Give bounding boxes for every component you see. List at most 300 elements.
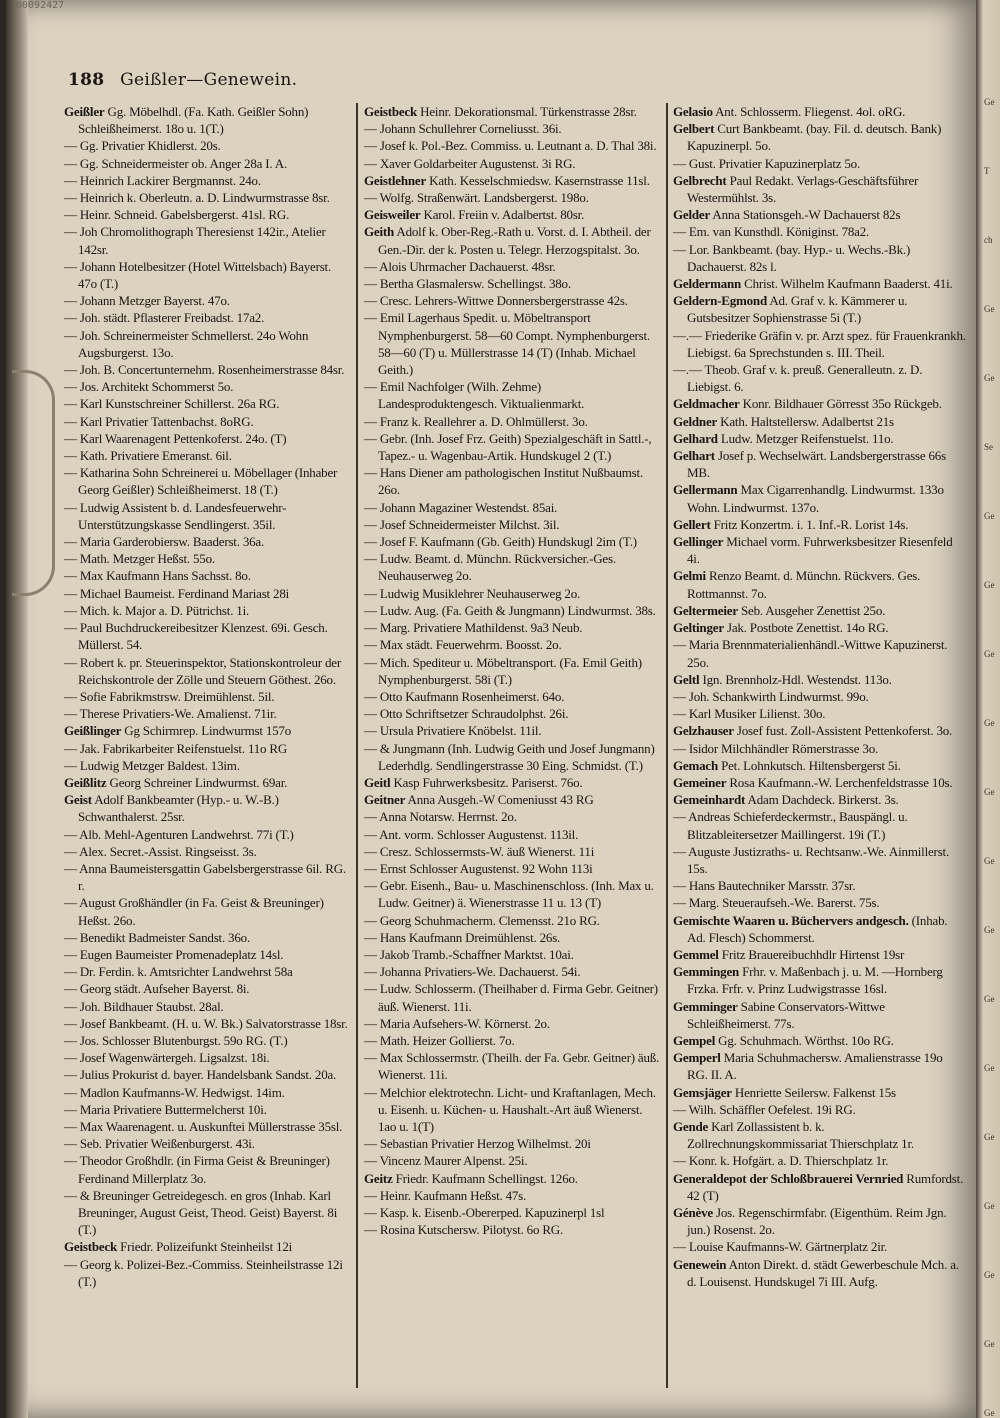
entry-details: Ign. Brennholz-Hdl. Westendst. 113o. (699, 671, 892, 687)
entry-details: — Marg. Privatiere Mathildenst. 9a3 Neub. (364, 620, 583, 636)
directory-entry (364, 550, 662, 584)
directory-entry (364, 774, 662, 791)
directory-entry (364, 1135, 662, 1152)
edge-fragment: Ge (984, 1063, 995, 1073)
directory-entry (673, 1032, 966, 1049)
directory-entry (364, 292, 662, 309)
directory-entry (364, 808, 662, 825)
entry-details: — Maria Aufsehers-W. Körnerst. 2o. (364, 1015, 550, 1031)
entry-details: Rumfordst. 42 (T) (687, 1170, 964, 1203)
entry-details: — Joh. städt. Pflasterer Freibadst. 17a2. (64, 310, 265, 326)
edge-fragment: ch (984, 235, 993, 245)
directory-entry (364, 499, 662, 516)
directory-entry (64, 1015, 352, 1032)
entry-surname: Gemmel (673, 946, 719, 962)
directory-entry (673, 1238, 966, 1255)
directory-entry (673, 1152, 966, 1169)
edge-fragment: Ge (984, 97, 995, 107)
entry-surname: Gende (673, 1118, 709, 1134)
edge-fragment: Ge (984, 925, 995, 935)
directory-entry (364, 1204, 662, 1221)
entry-surname: Gelmi (673, 568, 706, 584)
entry-details: —.— Friederike Gräfin v. pr. Arzt spez. für Frauenkrankh. Liebigst. 6a Sprechstunden s. III. Theil. (673, 327, 966, 360)
entry-details: Ad. Graf v. k. Kämmerer u. Gutsbesitzer Sophienstrasse 5i (T.) (687, 293, 908, 326)
directory-entry (64, 619, 352, 653)
entry-details: — Georg k. Polizei-Bez.-Commiss. Steinheilstrasse 12i (T.) (64, 1256, 343, 1289)
directory-entry (364, 258, 662, 275)
entry-details: — Jos. Schlosser Blutenburgst. 59o RG. (T.) (64, 1032, 288, 1048)
entry-details: Fritz Konzertm. i. 1. Inf.-R. Lorist 14s. (710, 516, 909, 532)
directory-entry (673, 602, 966, 619)
entry-details: — Rosina Kutschersw. Pilotyst. 6o RG. (364, 1222, 564, 1238)
directory-entry (673, 843, 966, 877)
entry-surname: Geistlehner (364, 172, 427, 188)
directory-page (6, 0, 976, 1418)
directory-entry (673, 223, 966, 240)
entry-details: — Isidor Milchhändler Römerstrasse 3o. (673, 740, 879, 756)
entry-details: —.— Theob. Graf v. k. preuß. Generalleutn. z. D. Liebigst. 6. (673, 362, 923, 395)
directory-entry (364, 137, 662, 154)
column-2 (364, 103, 662, 1403)
directory-entry (673, 998, 966, 1032)
directory-entry (364, 980, 662, 1014)
entry-details: — Alois Uhrmacher Dachauerst. 48sr. (364, 258, 556, 274)
entry-details: — Gebr. (Inh. Josef Frz. Geith) Spezialgeschäft in Sattl.-, Tapez.- u. Wagenbau-Artik. Hundskugel 2 (T.) (364, 430, 652, 464)
entry-details: Max Cigarrenhandlg. Lindwurmst. 133o Wohn. Lindwurmst. 137o. (687, 482, 944, 515)
entry-details: — Hans Diener am pathologischen Institut Nußbaumst. 26o. (364, 465, 643, 498)
directory-entry (673, 327, 966, 361)
entry-surname: Gelhard (673, 430, 718, 446)
entry-details: — Karl Musiker Lilienst. 30o. (673, 706, 826, 722)
entry-details: Kasp Fuhrwerksbesitz. Pariserst. 76o. (390, 774, 583, 790)
entry-surname: Geitner (364, 792, 406, 808)
entry-surname: Gemeinhardt (673, 792, 746, 808)
entry-surname: Gelbrecht (673, 172, 727, 188)
directory-entry (673, 275, 966, 292)
directory-entry (673, 533, 966, 567)
page-number: 188 (68, 70, 105, 90)
entry-details: Kath. Kesselschmiedsw. Kasernstrasse 11sl. (426, 172, 650, 188)
directory-entry (673, 1204, 966, 1238)
directory-entry (673, 206, 966, 223)
directory-entry (64, 894, 352, 928)
entry-details: — Gebr. Eisenh., Bau- u. Maschinenschloss. (Inh. Max u. Ludw. Geitner) ä. Wienerstrasse 11 u. 13 (T) (364, 878, 654, 911)
directory-entry (64, 722, 352, 739)
entry-details: — Robert k. pr. Steuerinspektor, Stationskontroleur der Reichskontrole der Zölle und Steuern Göthest. 26o. (64, 654, 341, 687)
directory-entry (64, 447, 352, 464)
directory-entry (64, 550, 352, 567)
column-rule (666, 103, 668, 1388)
next-page-edge (976, 0, 1000, 1418)
entry-details: — Joh. Bildhauer Staubst. 28al. (64, 998, 224, 1014)
entry-details: — Emil Nachfolger (Wilh. Zehme) Landesproduktengesch. Viktualienmarkt. (364, 379, 585, 412)
entry-details: — Alex. Secret.-Assist. Ringseisst. 3s. (64, 843, 257, 859)
directory-entry (364, 791, 662, 808)
directory-entry (64, 378, 352, 395)
directory-entry (364, 1015, 662, 1032)
directory-entry (673, 791, 966, 808)
entry-details: — Wolfg. Straßenwärt. Landsbergerst. 198o. (364, 190, 589, 206)
entry-surname: Gellinger (673, 534, 724, 550)
entry-details: — Johann Magaziner Westendst. 85ai. (364, 499, 558, 515)
entry-details: — Ludwig Metzger Baldest. 13im. (64, 757, 240, 773)
entry-surname: Geitz (364, 1170, 393, 1186)
entry-surname: Gemach (673, 757, 719, 773)
entry-details: — Xaver Goldarbeiter Augustenst. 3i RG. (364, 155, 576, 171)
directory-entry (673, 103, 966, 120)
directory-entry (673, 808, 966, 842)
entry-details: — Joh. Schankwirth Lindwurmst. 99o. (673, 688, 869, 704)
entry-details: — Anna Notarsw. Herrnst. 2o. (364, 809, 517, 825)
directory-entry (64, 1152, 352, 1186)
directory-entry (364, 877, 662, 911)
edge-fragment: Ge (984, 511, 995, 521)
entry-details: — Max städt. Feuerwehrm. Boosst. 2o. (364, 637, 562, 653)
directory-entry (364, 172, 662, 189)
directory-entry (673, 636, 966, 670)
entry-details: — Heinr. Schneid. Gabelsbergerst. 41sl. RG. (64, 207, 290, 223)
edge-fragment: Ge (984, 580, 995, 590)
entry-details: Jak. Postbote Zenettist. 14o RG. (723, 620, 889, 636)
entry-details: — Bertha Glasmalersw. Schellingst. 38o. (364, 276, 571, 292)
entry-surname: Geisweiler (364, 207, 421, 223)
directory-entry (364, 654, 662, 688)
entry-details: Michael vorm. Fuhrwerksbesitzer Riesenfeld 4i. (687, 534, 953, 567)
edge-fragment: Ge (984, 787, 995, 797)
directory-entry (364, 585, 662, 602)
entry-details: — Seb. Privatier Weißenburgerst. 43i. (64, 1136, 255, 1152)
entry-surname: Geltl (673, 671, 700, 687)
directory-entry (64, 654, 352, 688)
entry-surname: Gelasio (673, 104, 713, 119)
entry-details: — Gg. Privatier Khidlerst. 20s. (64, 138, 221, 154)
entry-details: — Ludwig Assistent b. d. Landesfeuerwehr-Unterstützungskasse Sendlingerst. 35il. (64, 499, 287, 532)
edge-fragment: Ge (984, 1408, 995, 1418)
directory-entry (364, 1170, 662, 1187)
directory-entry (673, 740, 966, 757)
directory-entry (364, 189, 662, 206)
entry-details: — Auguste Justizraths- u. Rechtsanw.-We. Ainmillerst. 15s. (673, 843, 949, 876)
entry-details: Christ. Wilhelm Kaufmann Baaderst. 41i. (741, 276, 953, 292)
directory-entry (364, 155, 662, 172)
entry-surname: Gelder (673, 207, 711, 223)
entry-details: — Jak. Fabrikarbeiter Reifenstuelst. 11o RG (64, 740, 288, 756)
entry-surname: Generaldepot der Schloßbrauerei Vernried (673, 1170, 904, 1186)
entry-details: — Max Kaufmann Hans Sachsst. 8o. (64, 568, 251, 584)
entry-details: — & Breuninger Getreidegesch. en gros (Inhab. Karl Breuninger, August Geist, Theod. Geist) Bayerst. 8i (T.) (64, 1187, 338, 1238)
entry-details: — Josef F. Kaufmann (Gb. Geith) Hundskugl 2im (T.) (364, 534, 637, 550)
directory-entry (364, 1187, 662, 1204)
entry-details: — Jakob Tramb.-Schaffner Marktst. 10ai. (364, 946, 574, 962)
entry-details: Pet. Lohnkutsch. Hiltensbergerst 5i. (718, 757, 901, 773)
entry-details: — Hans Bautechniker Marsstr. 37sr. (673, 878, 856, 894)
entry-details: — Wilh. Schäffler Oefelest. 19i RG. (673, 1101, 856, 1117)
directory-entry (64, 413, 352, 430)
entry-details: Maria Schuhmachersw. Amalienstrasse 19o RG. II. A. (687, 1050, 943, 1083)
directory-entry (364, 636, 662, 653)
entry-details: — Georg städt. Aufseher Bayerst. 8i. (64, 981, 250, 997)
entry-details: — Ludw. Aug. (Fa. Geith & Jungmann) Lindwurmst. 38s. (364, 602, 656, 618)
entry-surname: Genewein (673, 1256, 727, 1272)
entry-surname: Geist (64, 792, 92, 808)
directory-entry (364, 1084, 662, 1136)
entry-details: Josef p. Wechselwärt. Landsbergerstrasse 66s MB. (687, 448, 946, 481)
entry-details: — Josef Schneidermeister Milchst. 3il. (364, 516, 560, 532)
entry-details: — Josef Bankbeamt. (H. u. W. Bk.) Salvatorstrasse 18sr. (64, 1015, 348, 1031)
directory-entry (364, 309, 662, 378)
entry-details: Paul Redakt. Verlags-Geschäftsführer Westermühlst. 3s. (687, 172, 919, 206)
entry-surname: Gelzhauser (673, 723, 734, 739)
entry-surname: Geißler (64, 104, 105, 119)
entry-surname: Geith (364, 224, 395, 240)
directory-entry (64, 395, 352, 412)
directory-entry (64, 963, 352, 980)
directory-entry (64, 1256, 352, 1290)
directory-entry (64, 1049, 352, 1066)
entry-details: — Melchior elektrotechn. Licht- und Kraftanlagen, Mech. u. Eisenh. u. Küchen- u. Haushalt.-Art äuß Wienerst. 1ao u. 1(T) (364, 1084, 656, 1134)
entry-surname: Gelbert (673, 121, 715, 137)
entry-details: — Cresz. Schlossermsts-W. äuß Wienerst. 11i (364, 843, 595, 859)
entry-details: — Paul Buchdruckereibesitzer Klenzest. 69i. Gesch. Müllerst. 54. (64, 620, 328, 653)
edge-fragment: Ge (984, 1339, 995, 1349)
entry-details: — Josef k. Pol.-Bez. Commiss. u. Leutnant a. D. Thal 38i. (364, 138, 657, 154)
entry-details: Adolf Bankbeamter (Hyp.- u. W.-B.) Schwanthalerst. 25sr. (78, 792, 279, 825)
entry-details: Ant. Schlosserm. Fliegenst. 4ol. oRG. (712, 104, 906, 119)
entry-details: — Maria Brennmaterialienhändl.-Wittwe Kapuzinerst. 25o. (673, 637, 948, 670)
entry-details: Jos. Regenschirmfabr. (Eigenthüm. Reim Jgn. jun.) Rosenst. 2o. (687, 1205, 947, 1238)
directory-entry (673, 894, 966, 911)
entry-details: Friedr. Polizeifunkt Steinheilst 12i (117, 1239, 293, 1255)
entry-details: Adolf k. Ober-Reg.-Rath u. Vorst. d. I. Abtheil. der Gen.-Dir. der k. Posten u. Telegr. Herzogspitalst. 3o. (378, 224, 651, 257)
edge-fragment: Ge (984, 856, 995, 866)
entry-surname: Geldermann (673, 276, 742, 292)
directory-entry (673, 946, 966, 963)
entry-surname: Geldmacher (673, 396, 740, 412)
entry-details: — Cresc. Lehrers-Wittwe Donnersbergerstrasse 42s. (364, 293, 628, 309)
directory-entry (673, 395, 966, 412)
entry-details: — Hans Kaufmann Dreimühlenst. 26s. (364, 929, 561, 945)
directory-entry (364, 946, 662, 963)
edge-fragment: Ge (984, 649, 995, 659)
directory-entry (64, 309, 352, 326)
directory-entry (64, 1118, 352, 1135)
entry-details: — Joh Chromolithograph Theresienst 142ir., Atelier 142sr. (64, 224, 326, 257)
directory-entry (64, 740, 352, 757)
entry-details: — Kath. Privatiere Emeranst. 6il. (64, 448, 232, 464)
directory-entry (673, 155, 966, 172)
directory-entry (364, 688, 662, 705)
directory-entry (364, 740, 662, 774)
entry-details: — Lor. Bankbeamt. (bay. Hyp.- u. Wechs.-Bk.) Dachauerst. 82s l. (673, 241, 911, 274)
directory-entry (364, 826, 662, 843)
entry-details: — Therese Privatiers-We. Amalienst. 71ir. (64, 706, 277, 722)
directory-entry (673, 172, 966, 206)
entry-details: — Sebastian Privatier Herzog Wilhelmst. 20i (364, 1136, 591, 1152)
directory-entry (64, 791, 352, 825)
directory-entry (673, 1049, 966, 1083)
directory-entry (364, 1032, 662, 1049)
directory-entry (64, 1238, 352, 1255)
entry-details: Anna Stationsgeh.-W Dachauerst 82s (710, 207, 901, 223)
entry-surname: Gempel (673, 1032, 716, 1048)
directory-entry (364, 1049, 662, 1083)
entry-details: Curt Bankbeamt. (bay. Fil. d. deutsch. Bank) Kapuzinerpl. 5o. (687, 121, 942, 154)
entry-details: Renzo Beamt. d. Münchn. Rückvers. Ges. Rottmannst. 7o. (687, 568, 921, 601)
directory-entry (64, 843, 352, 860)
entry-surname: Geldner (673, 413, 718, 429)
directory-entry (673, 774, 966, 791)
directory-entry (364, 1152, 662, 1169)
entry-details: — Karl Privatier Tattenbachst. 8oRG. (64, 413, 254, 429)
entry-details: Sabine Conservators-Wittwe Schleißheimerst. 77s. (687, 998, 885, 1031)
entry-surname: Geltermeier (673, 602, 738, 618)
entry-details: — Karl Kunstschreiner Schillerst. 26a RG. (64, 396, 280, 412)
entry-details: — Emil Lagerhaus Spedit. u. Möbeltransport Nymphenburgerst. 58—60 Compt. Nymphenburgerst. 58—60 (T) u. Müllerstrasse 14 (T) (Inhab. Michael Geith.) (364, 310, 650, 378)
directory-entry (364, 464, 662, 498)
directory-entry (364, 275, 662, 292)
entry-details: — Johann Schullehrer Corneliusst. 36i. (364, 121, 562, 137)
directory-entry (64, 361, 352, 378)
column-1 (64, 103, 352, 1403)
directory-entry (673, 430, 966, 447)
entry-surname: Gemperl (673, 1050, 721, 1066)
directory-entry (64, 258, 352, 292)
entry-details: — Sofie Fabrikmstrsw. Dreimühlenst. 5il. (64, 688, 275, 704)
directory-entry (64, 327, 352, 361)
entry-details: — Theodor Großhdlr. (in Firma Geist & Breuninger) Ferdinand Millerplatz 3o. (64, 1153, 330, 1186)
directory-entry (64, 189, 352, 206)
entry-details: — Anna Baumeistersgattin Gabelsbergerstrasse 6il. RG. r. (64, 860, 346, 894)
directory-entry (673, 241, 966, 275)
entry-details: — Ludw. Beamt. d. Münchn. Rückversicher.-Ges. Neuhauserweg 2o. (364, 551, 616, 584)
directory-entry (364, 413, 662, 430)
directory-entry (364, 378, 662, 412)
directory-entry (364, 860, 662, 877)
book-spine-shadow (6, 0, 28, 1418)
entry-details: — Mich. Spediteur u. Möbeltransport. (Fa. Emil Geith) Nymphenburgerst. 58i (T.) (364, 654, 642, 687)
entry-surname: Geitl (364, 774, 391, 790)
directory-entry (64, 172, 352, 189)
entry-details: — Karl Waarenagent Pettenkoferst. 24o. (T) (64, 430, 287, 446)
directory-entry (364, 929, 662, 946)
entry-details: — Heinrich k. Oberleutn. a. D. Lindwurmstrasse 8sr. (64, 190, 330, 206)
entry-surname: Geldern-Egmond (673, 293, 767, 309)
directory-entry (673, 722, 966, 739)
directory-entry (64, 223, 352, 257)
entry-details: — Ludwig Musiklehrer Neuhauserweg 2o. (364, 585, 581, 601)
entry-details: — Heinr. Kaufmann Heßst. 47s. (364, 1187, 527, 1203)
directory-entry (673, 757, 966, 774)
entry-details: Karol. Freiin v. Adalbertst. 80sr. (420, 207, 585, 223)
directory-entry (64, 137, 352, 154)
entry-details: Kath. Haltstellersw. Adalbertst 21s (717, 413, 894, 429)
entry-details: Anna Ausgeh.-W Comeniusst 43 RG (405, 792, 594, 808)
directory-entry (364, 912, 662, 929)
directory-entry (673, 688, 966, 705)
directory-entry (64, 1084, 352, 1101)
entry-details: — Otto Schriftsetzer Schraudolphst. 26i. (364, 706, 569, 722)
entry-details: Rosa Kaufmann.-W. Lerchenfeldstrasse 10s. (726, 774, 953, 790)
entry-details: — Max Waarenagent. u. Auskunftei Müllerstrasse 35sl. (64, 1118, 343, 1134)
entry-details: — Louise Kaufmanns-W. Gärtnerplatz 2ir. (673, 1239, 888, 1255)
entry-details: Frhr. v. Maßenbach j. u. M. —Hornberg Frzka. Frfr. v. Prinz Ludwigstrasse 16sl. (687, 964, 943, 997)
directory-entry (673, 120, 966, 154)
directory-entry (64, 585, 352, 602)
entry-surname: Gelhart (673, 448, 715, 464)
entry-surname: Gellermann (673, 482, 738, 498)
entry-surname: Gemsjäger (673, 1084, 732, 1100)
entry-details: — & Jungmann (Inh. Ludwig Geith und Josef Jungmann) Lederhdlg. Sendlingerstrasse 30 Eing. Schmidst. (T.) (364, 740, 655, 773)
entry-details: — Em. van Kunsthdl. Königinst. 78a2. (673, 224, 870, 240)
entry-details: — Michael Baumeist. Ferdinand Mariast 28i (64, 585, 290, 601)
entry-details: — Ant. vorm. Schlosser Augustenst. 113il. (364, 826, 579, 842)
edge-fragment: Ge (984, 1270, 995, 1280)
directory-entry (364, 103, 662, 120)
directory-entry (673, 1084, 966, 1101)
entry-details: Anton Direkt. d. städt Gewerbeschule Mch. a. d. Louisenst. Hundskugel 7i III. Aufg. (687, 1256, 959, 1289)
directory-entry (64, 688, 352, 705)
directory-entry (64, 567, 352, 584)
directory-entry (364, 1221, 662, 1238)
edge-fragment: Ge (984, 1201, 995, 1211)
edge-fragment: Ge (984, 373, 995, 383)
entry-details: — Math. Heizer Gollierst. 7o. (364, 1032, 515, 1048)
entry-details: — Katharina Sohn Schreinerei u. Möbellager (Inhaber Georg Geißler) Schleißheimerst. 18 (T.) (64, 465, 338, 498)
entry-details: — Johann Metzger Bayerst. 47o. (64, 293, 230, 309)
directory-entry (64, 464, 352, 498)
directory-entry (673, 447, 966, 481)
entry-details: — Marg. Steueraufseh.-We. Barerst. 75s. (673, 895, 880, 911)
entry-details: Georg Schreiner Lindwurmst. 69ar. (106, 774, 288, 790)
entry-details: — Dr. Ferdin. k. Amtsrichter Landwehrst 58a (64, 964, 293, 980)
page-header (68, 70, 297, 90)
entry-surname: Geistbeck (364, 104, 418, 119)
directory-entry (364, 602, 662, 619)
directory-entry (673, 292, 966, 326)
entry-details: — Vincenz Maurer Alpenst. 25i. (364, 1153, 528, 1169)
directory-entry (673, 705, 966, 722)
entry-surname: Gemeiner (673, 774, 727, 790)
entry-details: — Max Schlossermstr. (Theilh. der Fa. Gebr. Geitner) äuß. Wienerst. 11i. (364, 1050, 660, 1083)
directory-entry (673, 567, 966, 601)
edge-fragment: Se (984, 442, 993, 452)
directory-entry (64, 155, 352, 172)
entry-surname: Geistbeck (64, 1239, 118, 1255)
directory-entry (64, 1135, 352, 1152)
entry-details: — Maria Garderobiersw. Baaderst. 36a. (64, 534, 265, 550)
archive-stamp: 00092427 (16, 0, 65, 11)
directory-entry (64, 602, 352, 619)
entry-details: — Georg Schuhmacherm. Clemensst. 21o RG. (364, 912, 600, 928)
entry-details: — Gust. Privatier Kapuzinerplatz 5o. (673, 155, 861, 171)
directory-entry (64, 430, 352, 447)
entry-details: — Ernst Schlosser Augustenst. 92 Wohn 113i (364, 860, 593, 876)
directory-entry (64, 705, 352, 722)
entry-surname: Gemminger (673, 998, 738, 1014)
directory-entry (673, 1170, 966, 1204)
entry-details: — Johann Hotelbesitzer (Hotel Wittelsbach) Bayerst. 47o (T.) (64, 258, 332, 292)
entry-details: — Ludw. Schlosserm. (Theilhaber d. Firma Gebr. Geitner) äuß. Wienerst. 11i. (364, 981, 658, 1014)
directory-entry (673, 963, 966, 997)
entry-surname: Geißlinger (64, 723, 122, 739)
entry-details: — Math. Metzger Heßst. 55o. (64, 551, 215, 567)
entry-details: — Jos. Architekt Schommerst 5o. (64, 379, 234, 395)
entry-surname: Génève (673, 1205, 713, 1220)
directory-entry (364, 223, 662, 257)
entry-details: — Mich. k. Major a. D. Pütrichst. 1i. (64, 602, 250, 618)
entry-details: — Eugen Baumeister Promenadeplatz 14sl. (64, 946, 284, 962)
directory-entry (364, 430, 662, 464)
